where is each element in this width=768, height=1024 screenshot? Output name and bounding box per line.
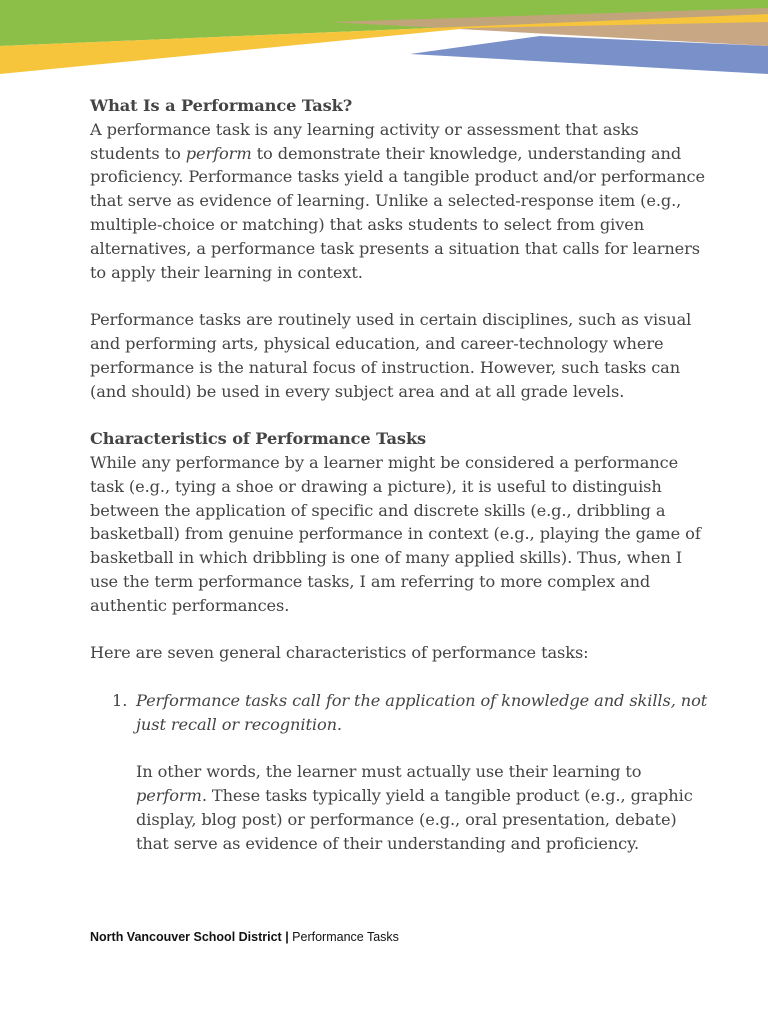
paragraph-definition-text-start: A performance task is any learning activity or assessment that asks students to (90, 119, 639, 163)
paragraph-disciplines: Performance tasks are routinely used in certain disciplines, such as visual and performing arts, physical education, and career-technology where performance is the natural focus of instruction. However, such tasks can (and should) be used in every subject area and at all grade levels. (90, 310, 692, 401)
list-item-detail-start: In other words, the learner must actually use their learning to (136, 762, 642, 782)
page-footer (90, 930, 399, 944)
document-body (90, 94, 710, 856)
list-item-number: 1. (112, 690, 128, 710)
paragraph-list-intro: Here are seven general characteristics of performance tasks: (90, 643, 589, 663)
header-banner (0, 0, 768, 80)
footer-organization: North Vancouver School District (90, 930, 282, 944)
emphasis-perform: perform (185, 143, 252, 163)
list-item-statement: Performance tasks call for the application of knowledge and skills, not just recall or recognition. (136, 690, 708, 734)
paragraph-distinguish: While any performance by a learner might be considered a performance task (e.g., tying a shoe or drawing a picture), it is useful to distinguish between the application of specific and discrete skills (e.g., dribbling a basketball) from genuine performance in context (e.g., playing the game of basketball in which dribbling is one of many applied skills). Thus, when I use the term performance tasks, I am referring to more complex and authentic performances. (90, 452, 701, 615)
footer-document-title: Performance Tasks (292, 930, 399, 944)
list-item-detail-end: . These tasks typically yield a tangible product (e.g., graphic display, blog post) or performance (e.g., oral presentation, debate) that serve as evidence of their understanding and proficiency. (136, 786, 693, 853)
footer-separator: | (281, 930, 293, 944)
emphasis-perform-detail: perform (136, 786, 202, 806)
section-heading-characteristics: Characteristics of Performance Tasks (90, 429, 427, 449)
list-item-detail (136, 760, 710, 855)
list-item (90, 689, 710, 856)
paragraph-definition (90, 118, 710, 285)
section-heading-performance-task: What Is a Performance Task? (90, 96, 353, 115)
paragraph-definition-text-end: to demonstrate their knowledge, understanding and proficiency. Performance tasks yield a tangible product and/or performance that serve as evidence of learning. Unlike a selected-response item (e.g., multiple-choice or matching) that asks students to select from given alternatives, a performance task presents a situation that calls for learners to apply their learning in context. (90, 143, 705, 282)
characteristics-list (90, 689, 710, 856)
